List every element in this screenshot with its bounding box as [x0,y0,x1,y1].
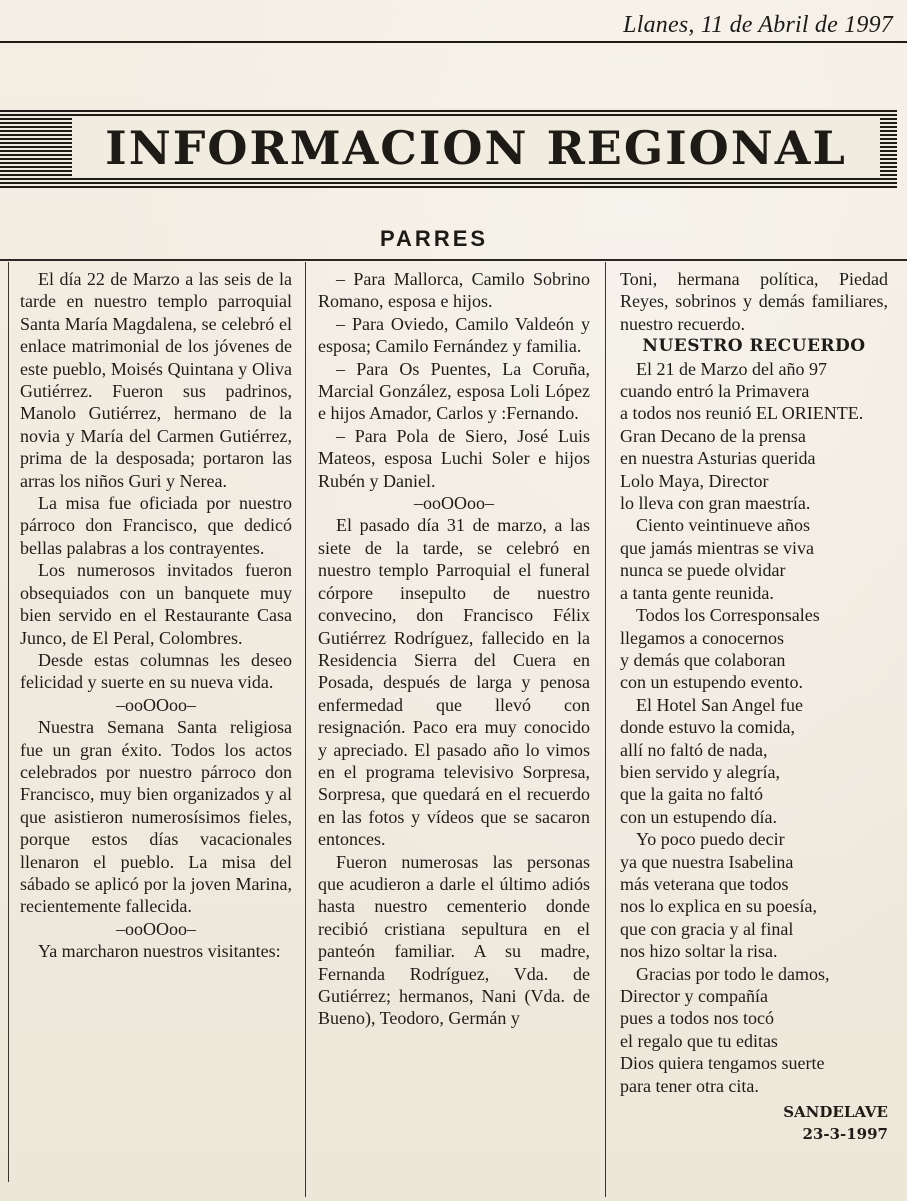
poem-line: pues a todos nos tocó [620,1008,774,1029]
poem-line: ya que nuestra Isabelina [620,851,794,872]
separator: –ooOOoo– [414,493,494,514]
poem-line: a todos nos reunió EL ORIENTE. [620,403,864,424]
separator: –ooOOoo– [116,918,196,939]
poem-line: Yo poco puedo decir [636,829,785,850]
left-edge-rule [8,262,9,1182]
poem-line: El Hotel San Angel fue [636,694,803,715]
poem-line: llegamos a conocernos [620,627,784,648]
article-paragraph: – Para Mallorca, Camilo Sobrino Romano, esposa e hijos. [318,269,590,312]
poem-line: que con gracia y al final [620,918,794,939]
article-paragraph: El pasado día 31 de marzo, a las siete de la tarde, se celebró en nuestro templo Parroquial el funeral córpore insepulto de nuestro convecino, don Francisco Félix Gutiérrez Rodríguez, fallecido en la Residencia Sierra del Cuera en Posada, después de larga y penosa enfermedad que llevó con resignación. Paco era muy conocido y apreciado. El pasado año lo vimos en el programa televisivo Sorpresa, Sorpresa, que quedará en el recuerdo en las fotos y vídeos que se sacaron entonces. [318,515,590,850]
separator: –ooOOoo– [116,694,196,715]
poem-line: Gracias por todo le damos, [636,963,830,984]
section-banner [0,108,897,188]
article-paragraph: Toni, hermana política, Piedad Reyes, sobrinos y demás familiares, nuestro recuerdo. [620,269,888,334]
poem-line: Gran Decano de la prensa [620,425,806,446]
article-paragraph: Ya marcharon nuestros visitantes: [38,941,281,962]
article-paragraph: Fueron numerosas las personas que acudieron a darle el último adiós hasta nuestro cementerio donde recibió cristiana sepultura en el panteón familiar. A su madre, Fernanda Rodríguez, Vda. de Gutiérrez; hermanos, Nani (Vda. de Bueno), Teodoro, Germán y [318,851,590,1029]
poem-line: con un estupendo día. [620,806,777,827]
poem-line: El 21 de Marzo del año 97 [636,358,827,379]
poem-line: nos lo explica en su poesía, [620,896,817,917]
article-paragraph: – Para Pola de Siero, José Luis Mateos, esposa Luchi Soler e hijos Rubén y Daniel. [318,425,590,491]
article-column-1 [20,268,292,963]
poem-line: lo lleva con gran maestría. [620,493,811,514]
poem-line: Ciento veintinueve años [636,515,810,536]
poem-line: bien servido y alegría, [620,761,780,782]
poem-line: con un estupendo evento. [620,672,803,693]
poem-line: allí no faltó de nada, [620,739,768,760]
poem-line: Todos los Corresponsales [636,605,820,626]
top-rule [0,41,907,43]
poem-line: que la gaita no faltó [620,784,763,805]
poem-line: para tener otra cita. [620,1075,759,1096]
column-rule-2 [605,262,606,1197]
article-paragraph: – Para Oviedo, Camilo Valdeón y esposa; Camilo Fernández y familia. [318,313,590,357]
article-paragraph: – Para Os Puentes, La Coruña, Marcial González, esposa Loli López e hijos Amador, Carlos y :Fernando. [318,358,590,424]
article-paragraph: Los numerosos invitados fueron obsequiados con un banquete muy bien servido en el Restaurante Casa Junco, de El Peral, Colombres. [20,560,292,648]
poem-line: nos hizo soltar la risa. [620,941,778,962]
signature-date: 23-3-1997 [802,1125,888,1144]
poem-line: el regalo que tu editas [620,1030,778,1051]
banner-title: INFORMACION REGIONAL [105,121,847,175]
article-column-3 [620,268,888,1146]
article-paragraph: La misa fue oficiada por nuestro párroco don Francisco, que dedicó bellas palabras a los contrayentes. [20,493,292,558]
banner-panel [72,118,880,178]
poem-line: Director y compañía [620,986,768,1006]
poem-line: más veterana que todos [620,873,789,894]
column-rule-1 [305,262,306,1197]
poem-line: Lolo Maya, Director [620,470,769,491]
poem-line: a tanta gente reunida. [620,582,774,603]
poem-line: en nuestra Asturias querida [620,448,816,469]
poem-line: que jamás mientras se viva [620,537,814,558]
poem-line: cuando entró la Primavera [620,381,810,402]
author-signature: SANDELAVE [783,1103,888,1122]
article-paragraph: Nuestra Semana Santa religiosa fue un gran éxito. Todos los actos celebrados por nuestro párroco don Francisco, muy bien organizados y al que asistieron numerosísimos fieles, porque estos días vacacionales llenaron el pueblo. La misa del sábado se aplicó por la joven Marina, recientemente fallecida. [20,717,292,917]
section-rule [0,259,907,261]
article-column-2 [318,268,590,1030]
section-title: PARRES [380,226,489,251]
poem-line: y demás que colaboran [620,649,786,670]
article-paragraph: Desde estas columnas les deseo felicidad y suerte en su nueva vida. [20,649,292,693]
dateline: Llanes, 11 de Abril de 1997 [623,12,893,38]
article-paragraph: El día 22 de Marzo a las seis de la tarde en nuestro templo parroquial Santa María Magdalena, se celebró el enlace matrimonial de los jóvenes de este pueblo, Moisés Quintana y Oliva Gutiérrez. Fueron sus padrinos, Manolo Gutiérrez, hermano de la novia y María del Carmen Gutiérrez, prima de la desposada; portaron las arras los niños Guri y Nerea. [20,269,292,491]
poem-line: donde estuvo la comida, [620,717,795,738]
poem-line: Dios quiera tengamos suerte [620,1053,825,1074]
poem-headline: NUESTRO RECUERDO [642,336,866,357]
poem-line: nunca se puede olvidar [620,560,786,581]
